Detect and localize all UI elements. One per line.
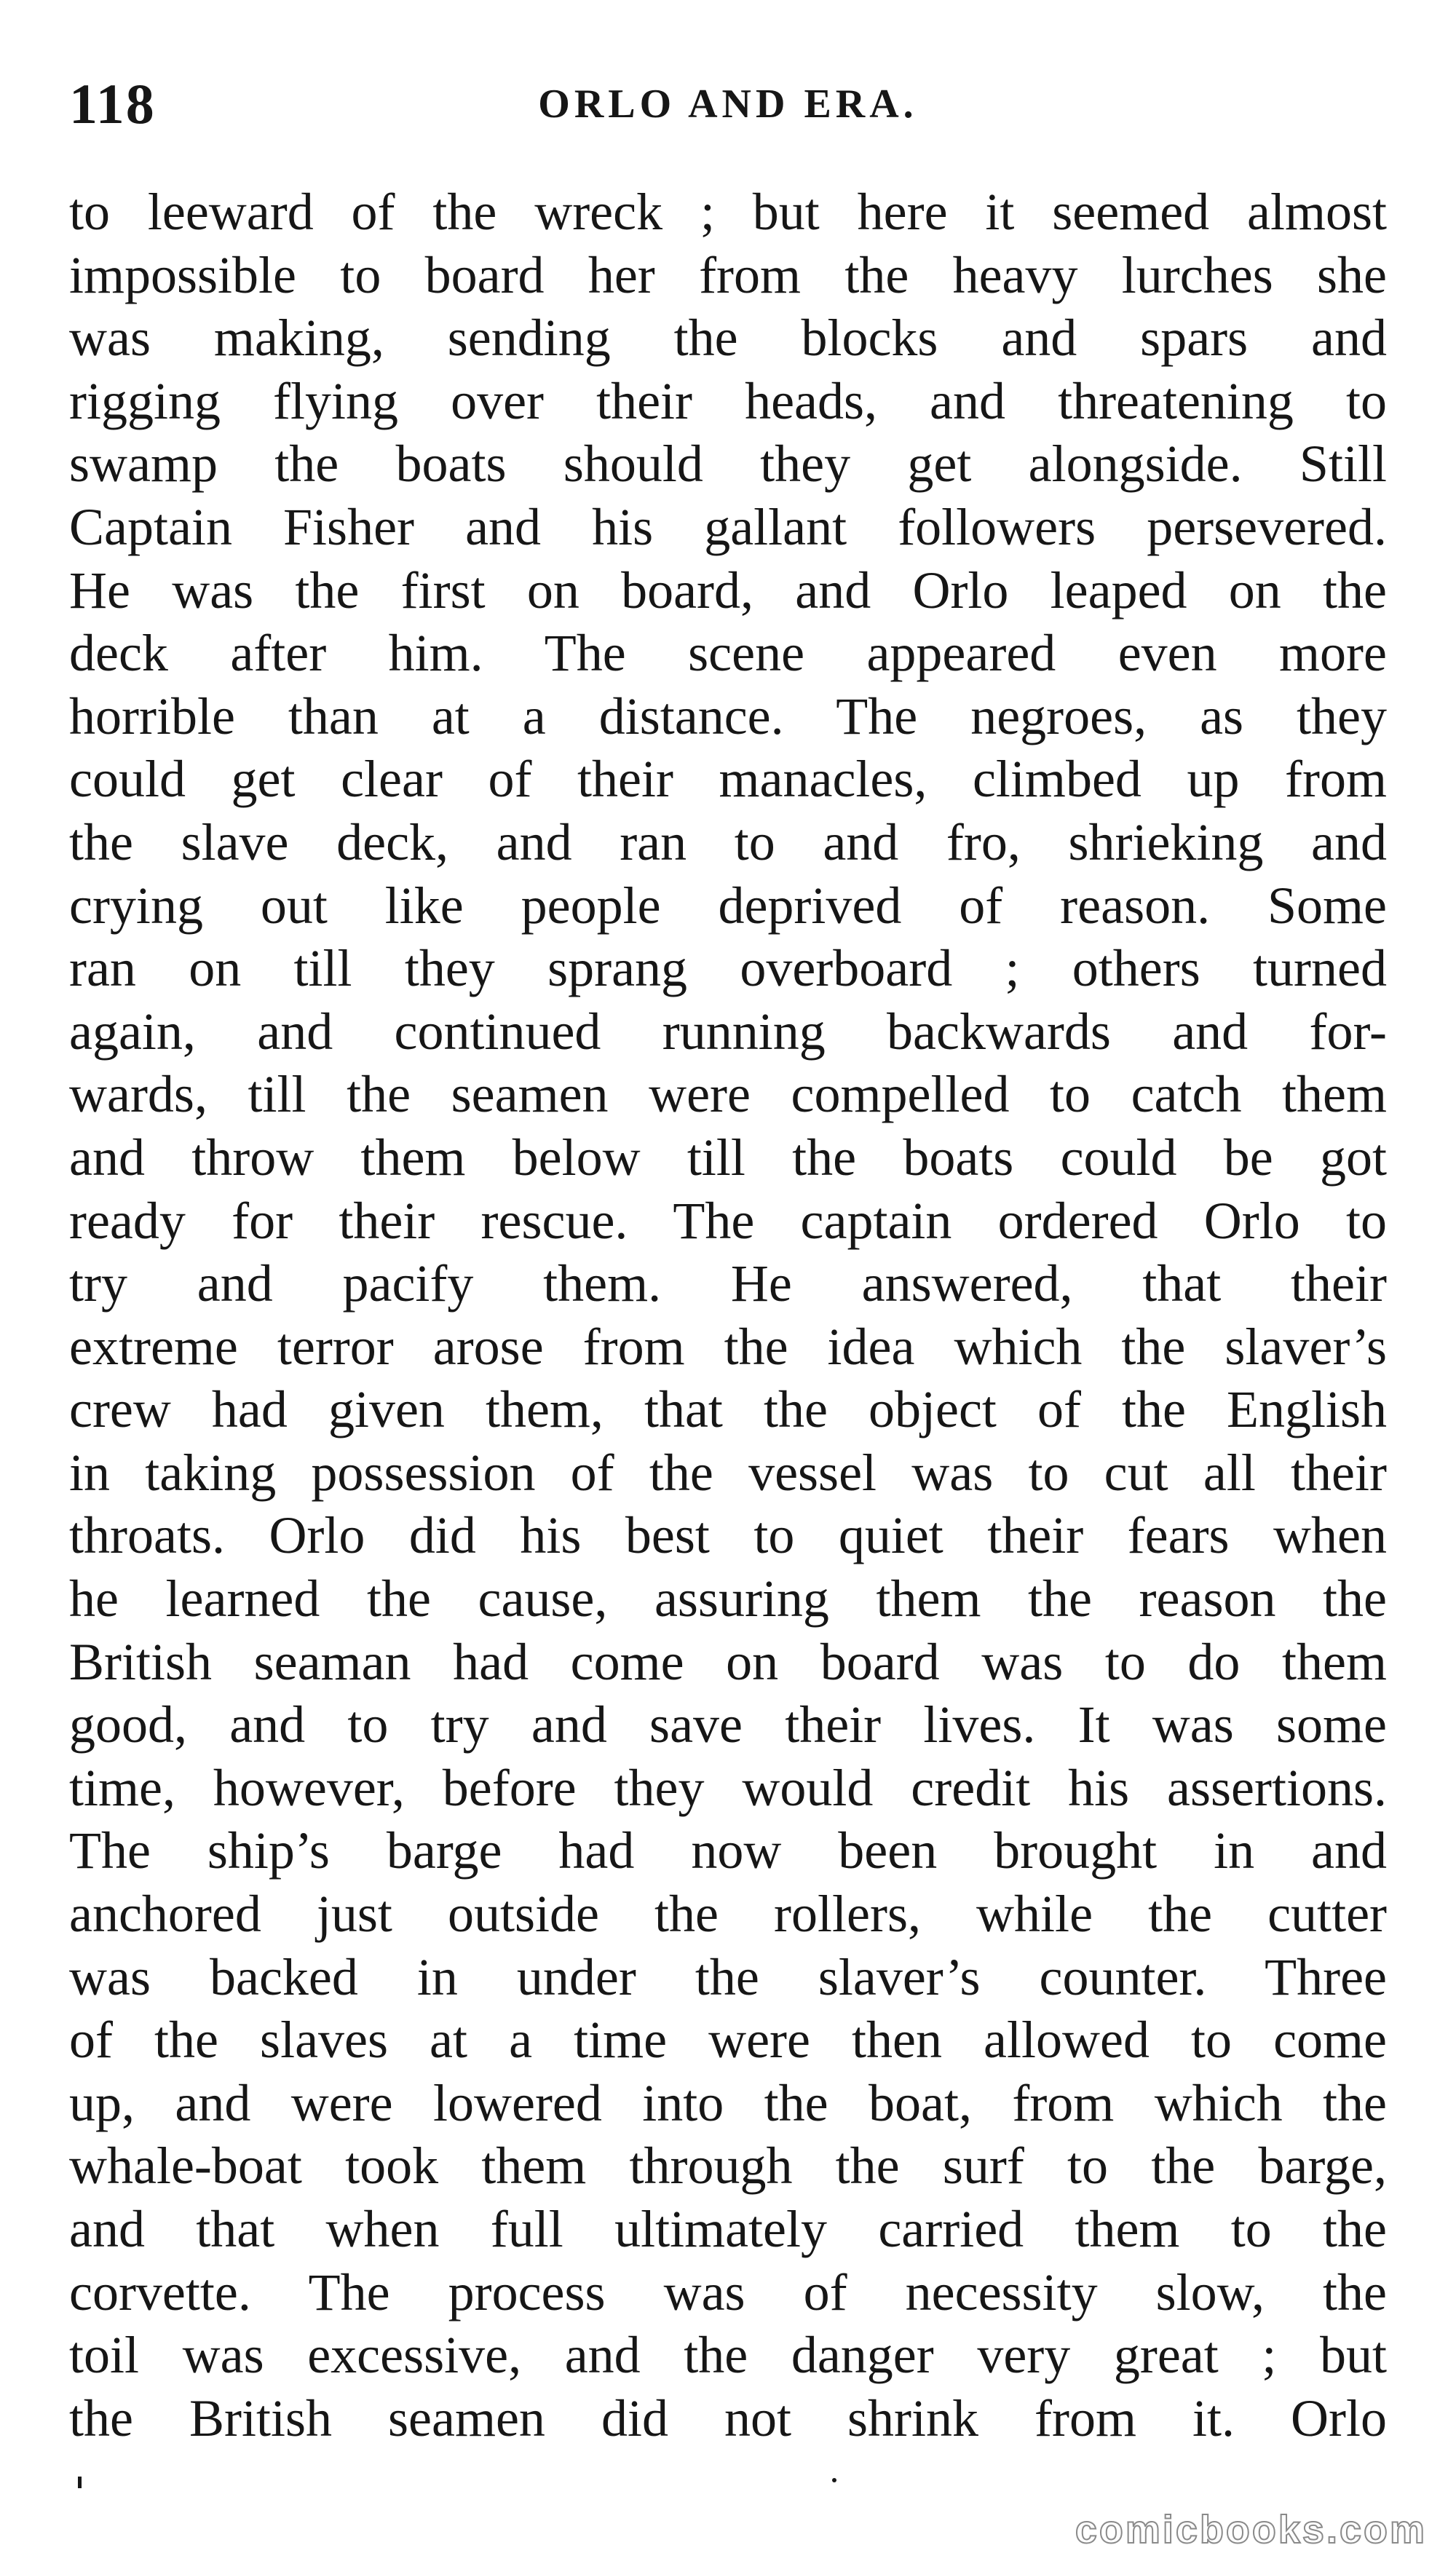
text-line: toil was excessive, and the danger very great ; but xyxy=(69,2326,1387,2385)
text-line: of the slaves at a time were then allowed to come xyxy=(69,2011,1387,2070)
text-line: was backed in under the slaver’s counter. Three xyxy=(69,1947,1387,2006)
text-line: again, and continued running backwards and for- xyxy=(69,1002,1387,1061)
page-number: 118 xyxy=(69,72,156,135)
text-line: up, and were lowered into the boat, from which the xyxy=(69,2073,1387,2132)
text-line: corvette. The process was of necessity slow, the xyxy=(69,2263,1387,2321)
text-line: crying out like people deprived of reason. Some xyxy=(69,876,1387,935)
text-line: The ship’s barge had now been brought in and xyxy=(69,1821,1387,1880)
page-header xyxy=(69,64,1387,144)
text-line: he learned the cause, assuring them the reason the xyxy=(69,1570,1387,1628)
text-line: horrible than at a distance. The negroes, as they xyxy=(69,686,1387,745)
text-line: British seaman had come on board was to do them xyxy=(69,1632,1387,1691)
text-line: the British seamen did not shrink from it. Orlo xyxy=(69,2388,1387,2447)
running-head: ORLO AND ERA. xyxy=(538,82,918,127)
text-line: crew had given them, that the object of the English xyxy=(69,1380,1387,1439)
text-line: and throw them below till the boats could be got xyxy=(69,1128,1387,1187)
text-line: anchored just outside the rollers, while the cutter xyxy=(69,1885,1387,1944)
ink-speck xyxy=(78,2477,82,2488)
text-line: swamp the boats should they get alongside. Still xyxy=(69,435,1387,494)
ink-speck xyxy=(832,2478,836,2482)
text-line: impossible to board her from the heavy lurches she xyxy=(69,245,1387,304)
text-line: extreme terror arose from the idea which the slaver’s xyxy=(69,1317,1387,1376)
text-line: He was the first on board, and Orlo leaped on the xyxy=(69,561,1387,620)
text-line: rigging flying over their heads, and threatening to xyxy=(69,371,1387,430)
text-line: Captain Fisher and his gallant followers persevered. xyxy=(69,497,1387,556)
text-line: to leeward of the wreck ; but here it seemed almost xyxy=(69,183,1387,241)
text-line: ready for their rescue. The captain ordered Orlo to xyxy=(69,1191,1387,1250)
text-line: wards, till the seamen were compelled to catch them xyxy=(69,1065,1387,1124)
text-line: deck after him. The scene appeared even more xyxy=(69,624,1387,683)
text-line: ran on till they sprang overboard ; others turned xyxy=(69,939,1387,998)
text-line: time, however, before they would credit his assertions. xyxy=(69,1758,1387,1817)
text-line: the slave deck, and ran to and fro, shrieking and xyxy=(69,812,1387,871)
text-line: could get clear of their manacles, climbed up from xyxy=(69,750,1387,809)
text-line: try and pacify them. He answered, that their xyxy=(69,1254,1387,1313)
text-line: good, and to try and save their lives. It was some xyxy=(69,1695,1387,1754)
text-line: throats. Orlo did his best to quiet their fears when xyxy=(69,1506,1387,1565)
text-line: in taking possession of the vessel was to cut all their xyxy=(69,1443,1387,1502)
text-line: and that when full ultimately carried them to the xyxy=(69,2200,1387,2258)
text-line: was making, sending the blocks and spars and xyxy=(69,309,1387,368)
body-text xyxy=(69,181,1387,2450)
watermark: comicbooks.com xyxy=(1075,2508,1427,2552)
text-line: whale-boat took them through the surf to the barge, xyxy=(69,2137,1387,2196)
